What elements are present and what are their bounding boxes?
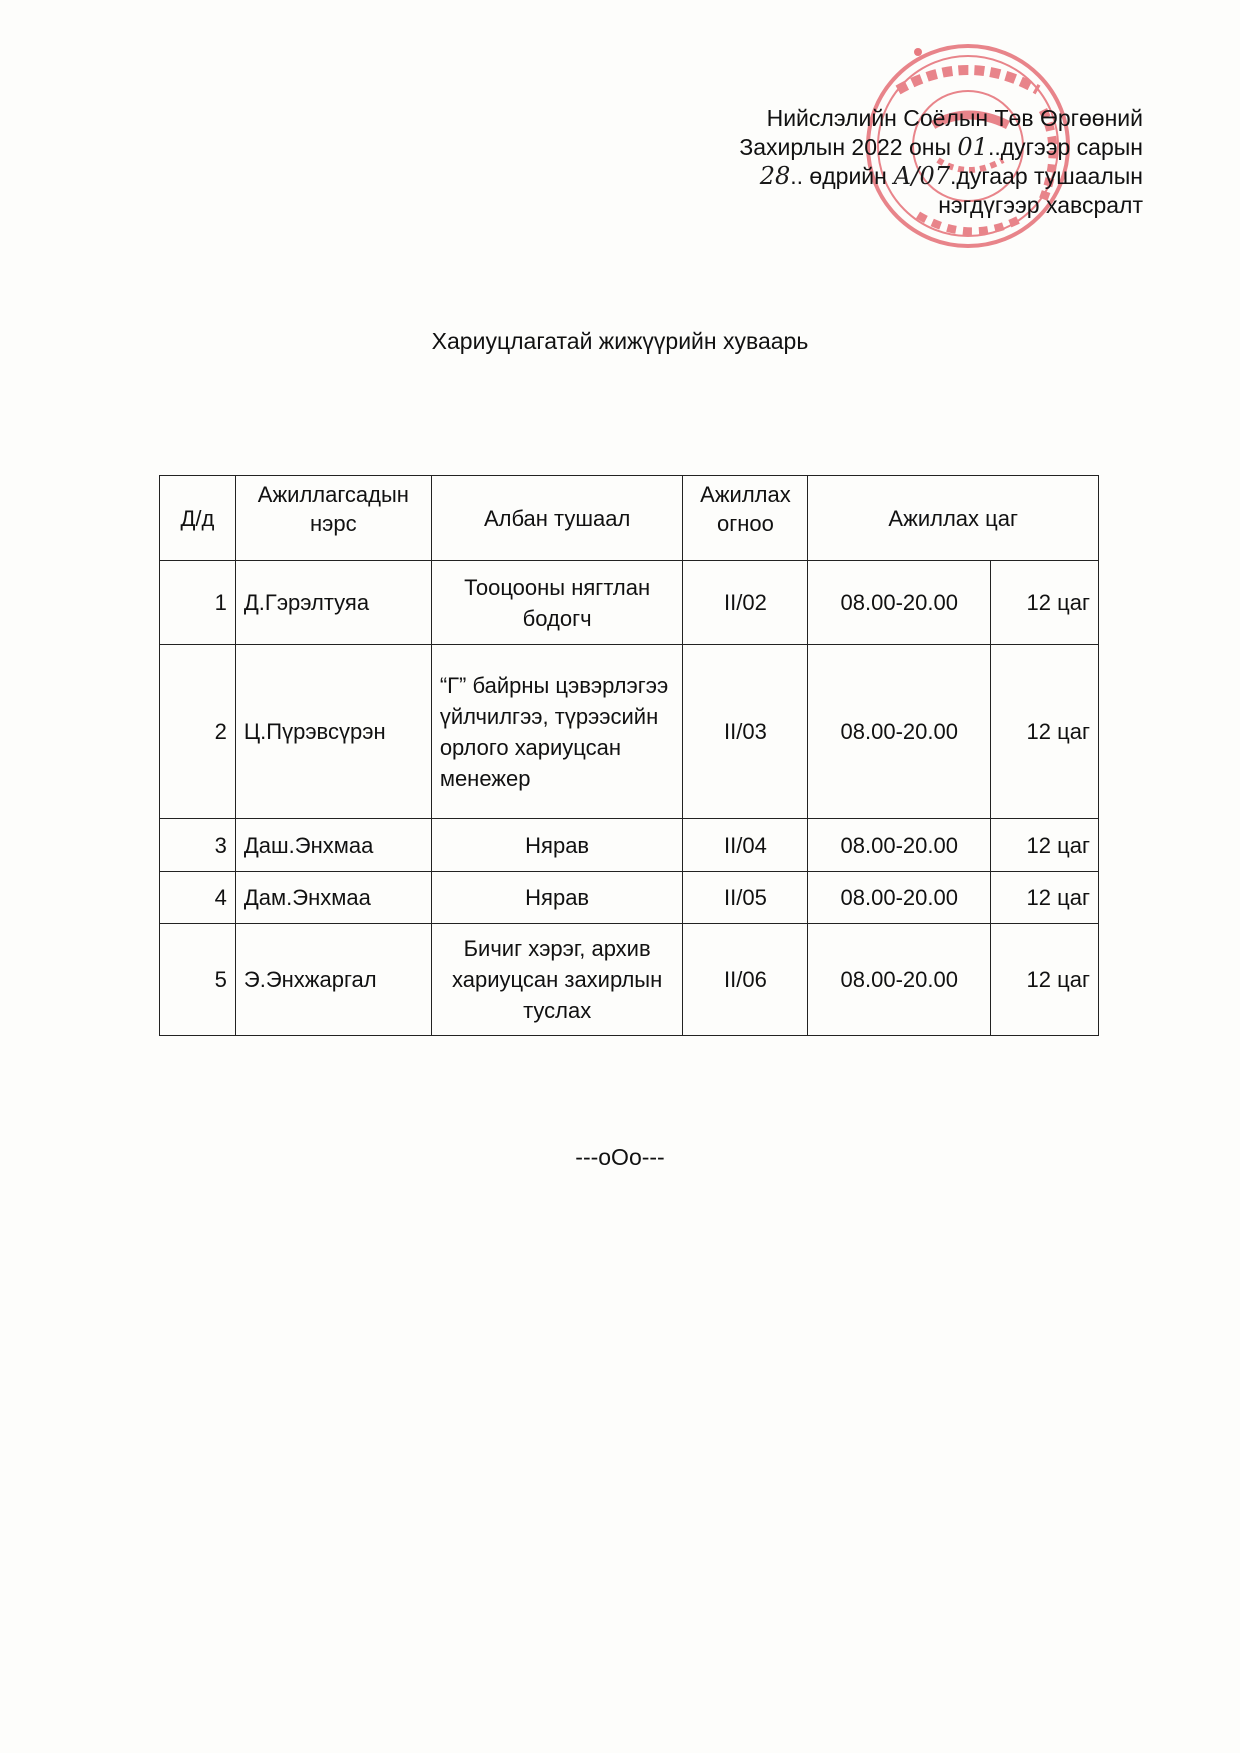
row-duration: 12 цаг — [991, 872, 1099, 924]
row-date: II/06 — [683, 924, 808, 1036]
row-name: Ц.Пүрэвсүрэн — [235, 645, 431, 819]
header-line-3 — [739, 162, 1143, 191]
header-month-handwritten: 01 — [957, 133, 988, 161]
header-date: Ажиллах огноо — [683, 476, 808, 561]
row-position: “Г” байрны цэвэрлэгээ үйлчилгээ, түрээсийн орлого хариуцсан менежер — [431, 645, 683, 819]
row-num: 5 — [160, 924, 236, 1036]
table-row — [160, 645, 1099, 819]
header-num: Д/д — [160, 476, 236, 561]
header-name: Ажиллагсадын нэрс — [235, 476, 431, 561]
header-line-3-suffix: .дугаар тушаалын — [950, 163, 1143, 189]
table-header-row — [160, 476, 1099, 561]
header-time: Ажиллах цаг — [808, 476, 1099, 561]
row-duration: 12 цаг — [991, 561, 1099, 645]
row-num: 3 — [160, 819, 236, 872]
header-day-handwritten: 28 — [759, 162, 791, 190]
row-num: 1 — [160, 561, 236, 645]
header-order-number-handwritten: А/07 — [893, 162, 951, 190]
table-row — [160, 872, 1099, 924]
row-hours: 08.00-20.00 — [808, 561, 991, 645]
header-line-2 — [739, 133, 1143, 162]
row-hours: 08.00-20.00 — [808, 645, 991, 819]
row-date: II/02 — [683, 561, 808, 645]
table-row — [160, 561, 1099, 645]
table-row — [160, 924, 1099, 1036]
appendix-header — [739, 104, 1143, 220]
row-date: II/03 — [683, 645, 808, 819]
row-hours: 08.00-20.00 — [808, 924, 991, 1036]
row-duration: 12 цаг — [991, 924, 1099, 1036]
row-num: 4 — [160, 872, 236, 924]
row-num: 2 — [160, 645, 236, 819]
row-name: Дам.Энхмаа — [235, 872, 431, 924]
header-position: Албан тушаал — [431, 476, 683, 561]
row-position: Нярав — [431, 872, 683, 924]
header-line-2-suffix: ..дугээр сарын — [987, 134, 1143, 160]
row-duration: 12 цаг — [991, 645, 1099, 819]
row-name: Д.Гэрэлтуяа — [235, 561, 431, 645]
document-title: Хариуцлагатай жижүүрийн хуваарь — [431, 328, 809, 354]
row-duration: 12 цаг — [991, 819, 1099, 872]
row-position: Бичиг хэрэг, архив хариуцсан захирлын туслах — [431, 924, 683, 1036]
row-position: Тооцооны нягтлан бодогч — [431, 561, 683, 645]
row-date: II/05 — [683, 872, 808, 924]
document-end-mark: ---oOo--- — [575, 1144, 665, 1170]
duty-schedule-table — [159, 475, 1099, 1036]
header-line-1: Нийслэлийн Соёлын Төв Өргөөний — [766, 105, 1143, 131]
row-hours: 08.00-20.00 — [808, 872, 991, 924]
row-date: II/04 — [683, 819, 808, 872]
header-line-2-prefix: Захирлын 2022 оны — [739, 134, 958, 160]
row-name: Э.Энхжаргал — [235, 924, 431, 1036]
row-hours: 08.00-20.00 — [808, 819, 991, 872]
header-line-3-mid: .. өдрийн — [790, 163, 894, 189]
row-name: Даш.Энхмаа — [235, 819, 431, 872]
header-line-4: нэгдүгээр хавсралт — [938, 192, 1143, 218]
row-position: Нярав — [431, 819, 683, 872]
table-row — [160, 819, 1099, 872]
